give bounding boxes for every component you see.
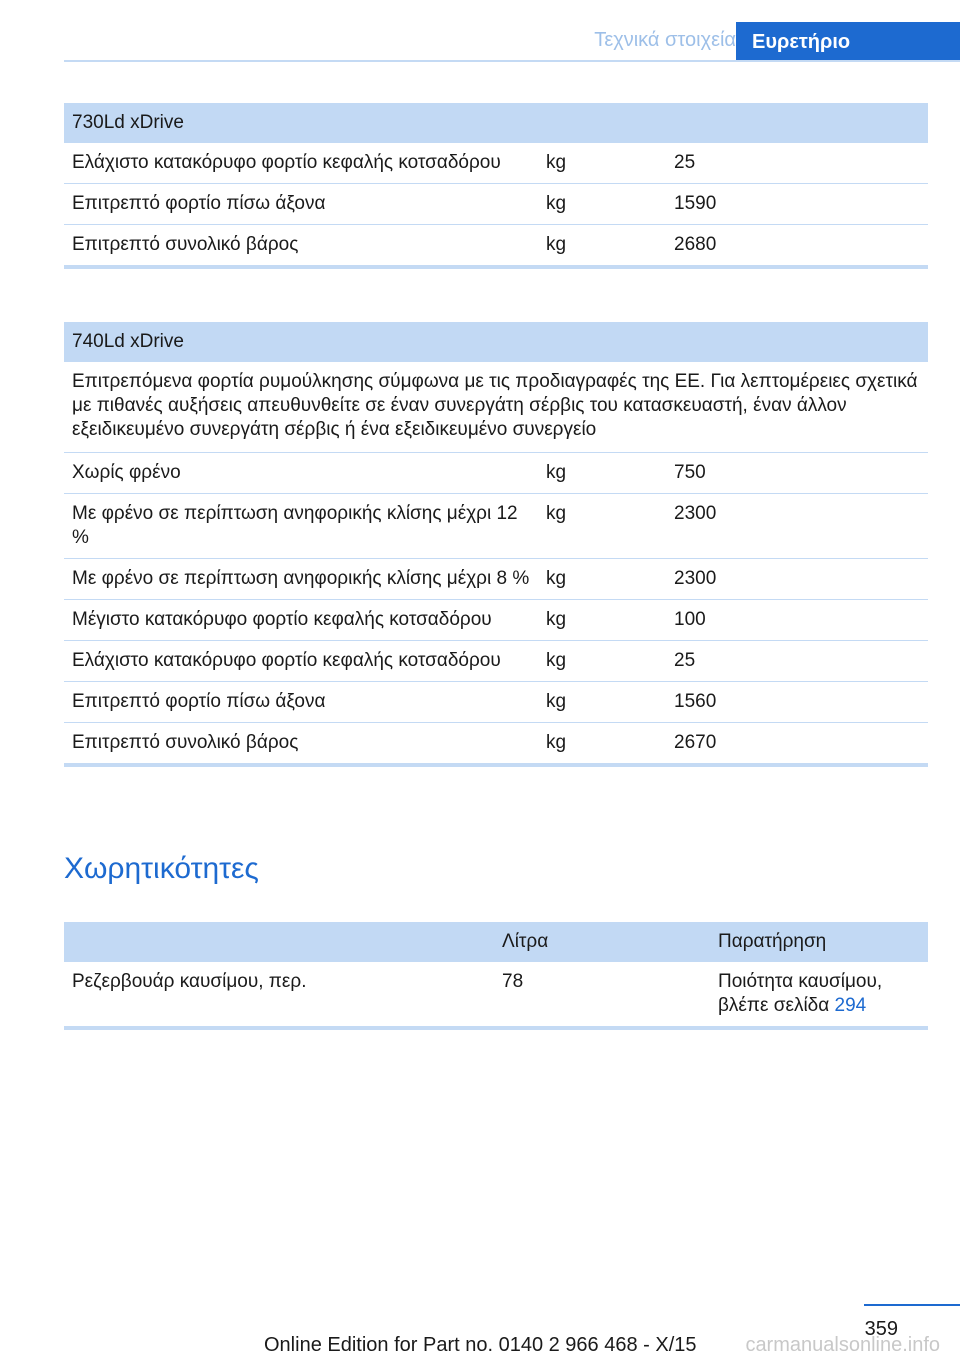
- note-line-2: [718, 994, 928, 1018]
- row-value: 2300: [674, 503, 717, 524]
- row-label: Με φρένο σε περίπτωση ανηφορικής κλίσης μέχρι 12 %: [72, 503, 518, 548]
- table-730ld: [64, 103, 928, 269]
- row-value: 2300: [674, 568, 717, 589]
- row-unit: kg: [546, 152, 567, 173]
- col-header-note: Παρατήρηση: [718, 931, 827, 952]
- table-740ld-note: Επιτρεπόμενα φορτία ρυμούλκησης σύμφωνα με τις προδιαγραφές της ΕΕ. Για λεπτομέρειες σχετικά με πιθανές αυξήσεις απευθυνθείτε σε έναν συνεργάτη σέρβις του κατασκευαστή, έναν άλλον εξειδικευμένο συνεργάτη σέρβις ή ένα εξειδικευμένο συνεργείο: [64, 362, 928, 453]
- row-label: Επιτρεπτό συνολικό βάρος: [72, 732, 299, 753]
- row-value: 25: [674, 152, 696, 173]
- table-740ld-title: 740Ld xDrive: [64, 322, 928, 362]
- row-label: Επιτρεπτό συνολικό βάρος: [72, 234, 299, 255]
- row-label: Ρεζερβουάρ καυσίμου, περ.: [72, 971, 307, 992]
- table-row: [64, 494, 928, 559]
- table-row: [64, 225, 928, 269]
- row-unit: kg: [546, 234, 567, 255]
- row-label: Επιτρεπτό φορτίο πίσω άξονα: [72, 691, 326, 712]
- table-row: [64, 559, 928, 600]
- row-label: Επιτρεπτό φορτίο πίσω άξονα: [72, 193, 326, 214]
- row-unit: kg: [546, 462, 567, 483]
- row-liters: 78: [502, 971, 524, 992]
- table-row: [64, 641, 928, 682]
- page-number-rule: [864, 1304, 960, 1306]
- table-730ld-title: 730Ld xDrive: [64, 103, 928, 143]
- row-note: [710, 970, 928, 1018]
- note-see-page-text: βλέπε σελίδα: [718, 995, 830, 1016]
- footer-edition: Online Edition for Part no. 0140 2 966 468 - X/15: [264, 1334, 697, 1356]
- page-link-294[interactable]: 294: [834, 995, 867, 1016]
- section-heading-capacities: Χωρητικότητες: [64, 852, 259, 885]
- row-label: Με φρένο σε περίπτωση ανηφορικής κλίσης μέχρι 8 %: [72, 568, 530, 589]
- row-label: Ελάχιστο κατακόρυφο φορτίο κεφαλής κοτσαδόρου: [72, 650, 501, 671]
- note-line-1: Ποιότητα καυσίμου,: [718, 971, 883, 992]
- tab-index[interactable]: Ευρετήριο: [736, 22, 960, 62]
- table-capacities-header: [64, 922, 928, 962]
- table-row: [64, 453, 928, 494]
- header-divider: [64, 60, 960, 62]
- row-value: 1560: [674, 691, 717, 712]
- page-header: [64, 22, 960, 62]
- table-capacities: [64, 922, 928, 1030]
- col-header-liters: Λίτρα: [502, 931, 549, 952]
- table-row: [64, 143, 928, 184]
- row-label: Χωρίς φρένο: [72, 462, 181, 483]
- table-740ld: [64, 322, 928, 767]
- row-value: 25: [674, 650, 696, 671]
- footer-watermark: carmanualsonline.info: [745, 1334, 940, 1356]
- row-unit: kg: [546, 650, 567, 671]
- table-row: [64, 184, 928, 225]
- table-row: [64, 962, 928, 1030]
- row-unit: kg: [546, 193, 567, 214]
- row-unit: kg: [546, 732, 567, 753]
- table-row: [64, 600, 928, 641]
- tab-technical-data[interactable]: Τεχνικά στοιχεία: [594, 29, 736, 51]
- row-label: Μέγιστο κατακόρυφο φορτίο κεφαλής κοτσαδόρου: [72, 609, 492, 630]
- row-value: 1590: [674, 193, 717, 214]
- row-unit: kg: [546, 691, 567, 712]
- row-value: 100: [674, 609, 706, 630]
- page-number: 359: [864, 1318, 898, 1340]
- row-unit: kg: [546, 568, 567, 589]
- row-value: 2680: [674, 234, 717, 255]
- row-value: 750: [674, 462, 706, 483]
- row-unit: kg: [546, 503, 567, 524]
- table-row: [64, 682, 928, 723]
- row-value: 2670: [674, 732, 717, 753]
- row-label: Ελάχιστο κατακόρυφο φορτίο κεφαλής κοτσαδόρου: [72, 152, 501, 173]
- row-unit: kg: [546, 609, 567, 630]
- table-row: [64, 723, 928, 767]
